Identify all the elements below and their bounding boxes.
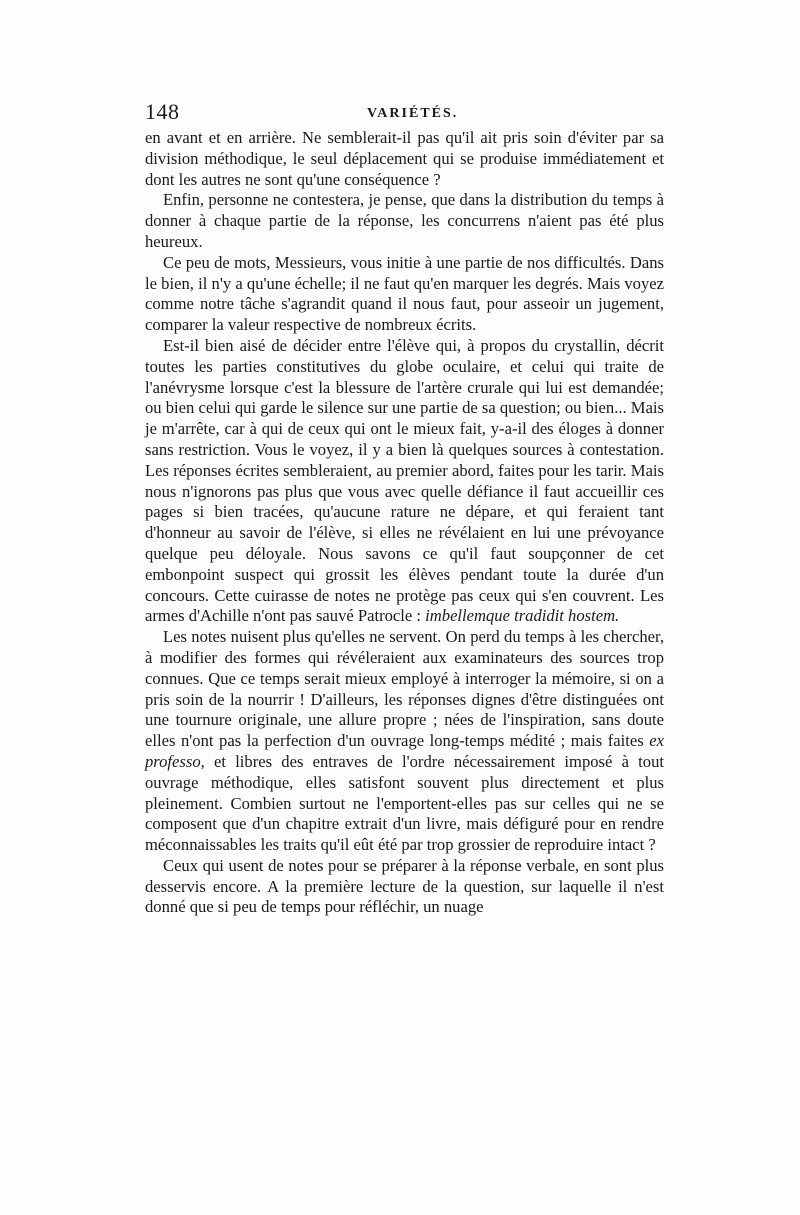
paragraph-1 xyxy=(145,128,664,190)
paragraph-5-latin-phrase: ex professo xyxy=(145,731,664,771)
paragraph-2-text: Enfin, personne ne contestera, je pense, que dans la distribution du temps à donner à chaque partie de la réponse, les concurrens n'aient pas été plus heureux. xyxy=(145,190,664,251)
paragraph-4-text: Est-il bien aisé de décider entre l'élève qui, à propos du crystallin, décrit toutes les parties constitutives du globe oculaire, et celui qui traite de l'anévrysme lorsque c'est la blessure de l'artère crurale qui lui est demandée; ou bien celui qui garde le silence sur une partie de sa question; ou bien... Mais je m'arrête, car à qui de ceux qui ont le mieux fait, y-a-il des éloges à donner sans restriction. Vous le voyez, il y a bien là quelques sources à contestation. Les réponses écrites sembleraient, au premier abord, faites pour les tarir. Mais nous n'ignorons pas plus que vous avec quelle défiance il faut accueillir ces pages si bien tracées, qu'aucune rature ne dépare, et qui feraient tant d'honneur au savoir de l'élève, si elles ne révélaient en lui une prévoyance quelque peu déloyale. Nous savons ce qu'il faut soupçonner de cet embonpoint suspect qui grossit les élèves pendant toute la durée d'un concours. Cette cuirasse de notes ne protège pas ceux qui s'en couvrent. Les armes d'Achille n'ont pas sauvé Patrocle : xyxy=(145,335,664,626)
paragraph-3-text: Ce peu de mots, Messieurs, vous initie à une partie de nos difficultés. Dans le bien, il n'y a qu'une échelle; il ne faut qu'en marquer les degrés. Mais voyez comme notre tâche s'agrandit quand il nous faut, pour asseoir un jugement, comparer la valeur respective de nombreux écrits. xyxy=(145,252,664,335)
page-header xyxy=(145,96,665,128)
running-head: VARIÉTÉS. xyxy=(367,106,459,121)
page-number: 148 xyxy=(145,99,180,124)
paragraph-5 xyxy=(145,627,664,856)
paragraph-5-text: Les notes nuisent plus qu'elles ne servent. On perd du temps à les chercher, à modifier des formes qui révéleraient aux examinateurs des sources trop connues. Que ce temps serait mieux employé à interroger la mémoire, si on a pris soin de la nourrir ! D'ailleurs, les réponses dignes d'être distinguées ont une tournure originale, une allure propre ; nées de l'inspiration, sans doute elles n'ont pas la perfection d'un ouvrage long-temps médité ; mais faites xyxy=(145,627,664,751)
paragraph-4-latin-quote: imbellemque tradidit hostem. xyxy=(425,606,620,626)
body-text xyxy=(145,128,664,918)
paragraph-6 xyxy=(145,856,664,918)
paragraph-6-text: Ceux qui usent de notes pour se préparer à la réponse verbale, en sont plus desservis encore. A la première lecture de la question, sur laquelle il n'est donné que si peu de temps pour réfléchir, un nuage xyxy=(145,855,664,917)
paragraph-2 xyxy=(145,190,664,252)
paragraph-1-text: en avant et en arrière. Ne semblerait-il pas qu'il ait pris soin d'éviter par sa division méthodique, le seul déplacement qui se produise immédiatement et dont les autres ne sont qu'une conséquence ? xyxy=(145,128,664,189)
paragraph-4 xyxy=(145,336,664,627)
paragraph-3 xyxy=(145,253,664,336)
paragraph-5-text-continued: , et libres des entraves de l'ordre nécessairement imposé à tout ouvrage méthodique, elles satisfont souvent plus directement et plus pleinement. Combien surtout ne l'emportent-elles pas sur celles qui ne se composent que d'un chapitre extrait d'un livre, mais défiguré pour en rendre méconnaissables les traits qu'il eût été par trop grossier de reproduire intact ? xyxy=(145,751,664,855)
